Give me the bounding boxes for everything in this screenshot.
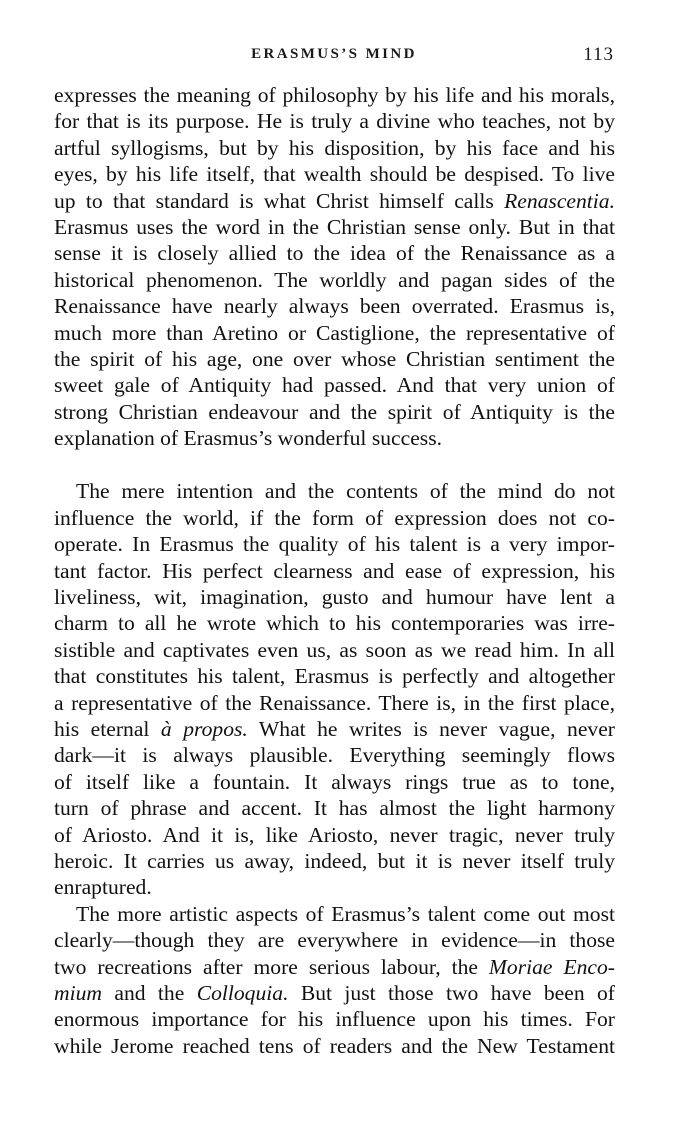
text-line: influence the world, if the form of expression does not co- bbox=[54, 505, 615, 530]
text-line: the spirit of his age, one over whose Christian sentiment the bbox=[54, 346, 615, 371]
text-line: heroic. It carries us away, indeed, but it is never itself truly bbox=[54, 848, 615, 873]
text-line: operate. In Erasmus the quality of his talent is a very impor- bbox=[54, 532, 615, 557]
text-line: his eternal à propos. What he writes is never vague, never bbox=[54, 716, 615, 741]
text-line: for that is its purpose. He is truly a divine who teaches, not by bbox=[54, 109, 615, 134]
text-line: artful syllogisms, but by his disposition, by his face and his bbox=[54, 135, 615, 160]
text-line: The mere intention and the contents of the mind do not bbox=[76, 479, 615, 504]
text-line: historical phenomenon. The worldly and pagan sides of the bbox=[54, 267, 615, 292]
text-line: of Ariosto. And it is, like Ariosto, never tragic, never truly bbox=[54, 822, 615, 847]
text-line: sweet gale of Antiquity had passed. And that very union of bbox=[54, 373, 615, 398]
text-line: tant factor. His perfect clearness and ease of expression, his bbox=[54, 558, 615, 583]
text-line: two recreations after more serious labour, the Moriae Enco- bbox=[54, 954, 615, 979]
text-line: eyes, by his life itself, that wealth should be despised. To live bbox=[54, 162, 615, 187]
text-line: sistible and captivates even us, as soon as we read him. In all bbox=[54, 637, 615, 662]
italic-text: Renascentia. bbox=[504, 188, 615, 213]
text-line: enraptured. bbox=[54, 875, 152, 900]
text-line: The more artistic aspects of Erasmus’s talent come out most bbox=[76, 901, 615, 926]
italic-text: mium bbox=[54, 980, 102, 1005]
text-line: much more than Aretino or Castiglione, the representative of bbox=[54, 320, 615, 345]
text-line: expresses the meaning of philosophy by his life and his morals, bbox=[54, 83, 615, 107]
text-line: explanation of Erasmus’s wonderful success. bbox=[54, 426, 442, 451]
paragraph bbox=[54, 901, 615, 1059]
text-line: liveliness, wit, imagination, gusto and humour have lent a bbox=[54, 585, 615, 610]
text-line: charm to all he wrote which to his contemporaries was irre- bbox=[54, 611, 615, 636]
italic-text: Moriae Enco- bbox=[488, 954, 615, 979]
text-line: while Jerome reached tens of readers and the New Testament bbox=[54, 1033, 615, 1058]
text-line: that constitutes his talent, Erasmus is perfectly and altogether bbox=[54, 664, 615, 689]
text-line: up to that standard is what Christ himself calls Renascentia. bbox=[54, 188, 615, 213]
italic-text: Colloquia. bbox=[196, 980, 289, 1005]
text-line: Erasmus uses the word in the Christian sense only. But in that bbox=[54, 214, 615, 239]
text-line: strong Christian endeavour and the spirit of Antiquity is the bbox=[54, 399, 615, 424]
italic-text: à propos. bbox=[160, 716, 248, 741]
text-line: sense it is closely allied to the idea of the Renaissance as a bbox=[54, 241, 615, 266]
text-line: enormous importance for his influence upon his times. For bbox=[54, 1007, 615, 1032]
paragraph-gap bbox=[54, 451, 615, 478]
text-line: of itself like a fountain. It always rings true as to tone, bbox=[54, 769, 615, 794]
body-text bbox=[54, 82, 615, 1059]
paragraph bbox=[54, 82, 615, 451]
page-number: 113 bbox=[583, 44, 614, 65]
paragraph bbox=[54, 478, 615, 900]
text-line: Renaissance have nearly always been overrated. Erasmus is, bbox=[54, 294, 615, 319]
text-line: a representative of the Renaissance. There is, in the first place, bbox=[54, 690, 615, 715]
text-line: mium and the Colloquia. But just those two have been of bbox=[54, 980, 615, 1005]
running-head bbox=[54, 44, 614, 74]
running-title: ERASMUS’S MIND bbox=[251, 46, 417, 62]
text-line: turn of phrase and accent. It has almost the light harmony bbox=[54, 796, 615, 821]
text-line: dark—it is always plausible. Everything seemingly flows bbox=[54, 743, 615, 768]
text-line: clearly—though they are everywhere in evidence—in those bbox=[54, 928, 615, 953]
